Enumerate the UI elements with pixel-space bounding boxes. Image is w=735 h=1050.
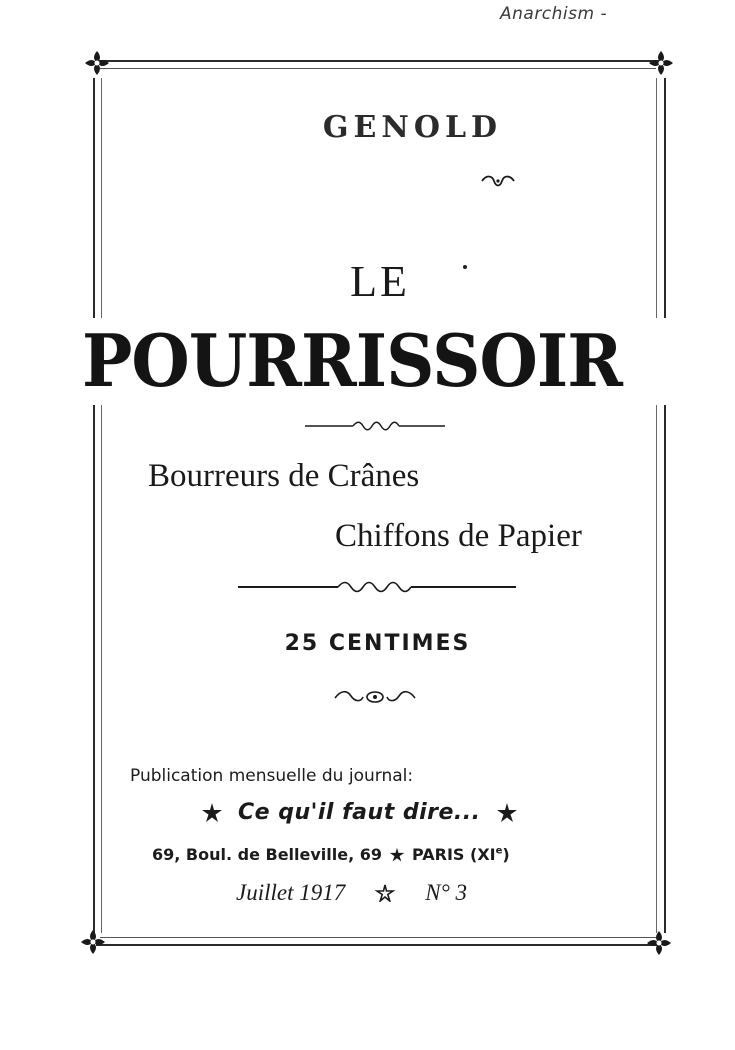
frame-left-inner-lower: [101, 405, 102, 933]
frame-top-outer: [96, 60, 660, 62]
frame-bottom-inner: [100, 937, 656, 938]
frame-right-outer-lower: [664, 405, 666, 933]
fleuron-corner-icon: [646, 48, 676, 78]
street-address: 69, Boul. de Belleville, 69: [152, 845, 383, 864]
divider-rule: [305, 418, 445, 434]
city-name: PARIS (XI: [412, 845, 496, 864]
city-close: ): [502, 845, 510, 864]
title-prefix: LE: [350, 257, 410, 306]
star-ornament-icon: [200, 802, 224, 824]
issue-row: [236, 880, 467, 906]
arrondissement-suffix: e: [495, 845, 503, 857]
issue-date: Juillet 1917: [236, 880, 346, 905]
address-row: [152, 845, 510, 864]
fleuron-corner-icon: [82, 48, 112, 78]
frame-top-inner: [100, 68, 656, 69]
journal-title: Ce qu'il faut dire...: [238, 800, 481, 825]
main-title: POURRISSOIR: [82, 318, 623, 403]
issue-number: N° 3: [425, 880, 468, 905]
price: 25 CENTIMES: [284, 631, 471, 656]
frame-bottom-outer: [96, 944, 660, 946]
subtitle-line-1: Bourreurs de Crânes: [148, 458, 420, 494]
fleuron-corner-icon: [644, 928, 674, 958]
frame-left-outer-lower: [93, 405, 95, 933]
journal-title-row: [200, 800, 519, 825]
frame-right-inner-lower: [656, 405, 657, 933]
city: [412, 845, 510, 864]
star-ornament-icon: [388, 847, 406, 863]
subtitle-line-2: Chiffons de Papier: [335, 518, 582, 554]
fleuron-corner-icon: [78, 927, 108, 957]
scroll-flourish-icon: [480, 174, 516, 188]
publication-line: Publication mensuelle du journal:: [130, 766, 414, 786]
scroll-flourish-icon: [333, 688, 417, 706]
author-name: GENOLD: [322, 110, 503, 145]
divider-rule: [238, 578, 516, 596]
star-ornament-icon: [375, 884, 395, 902]
archive-note: Anarchism -: [500, 4, 608, 24]
star-ornament-icon: [495, 802, 519, 824]
